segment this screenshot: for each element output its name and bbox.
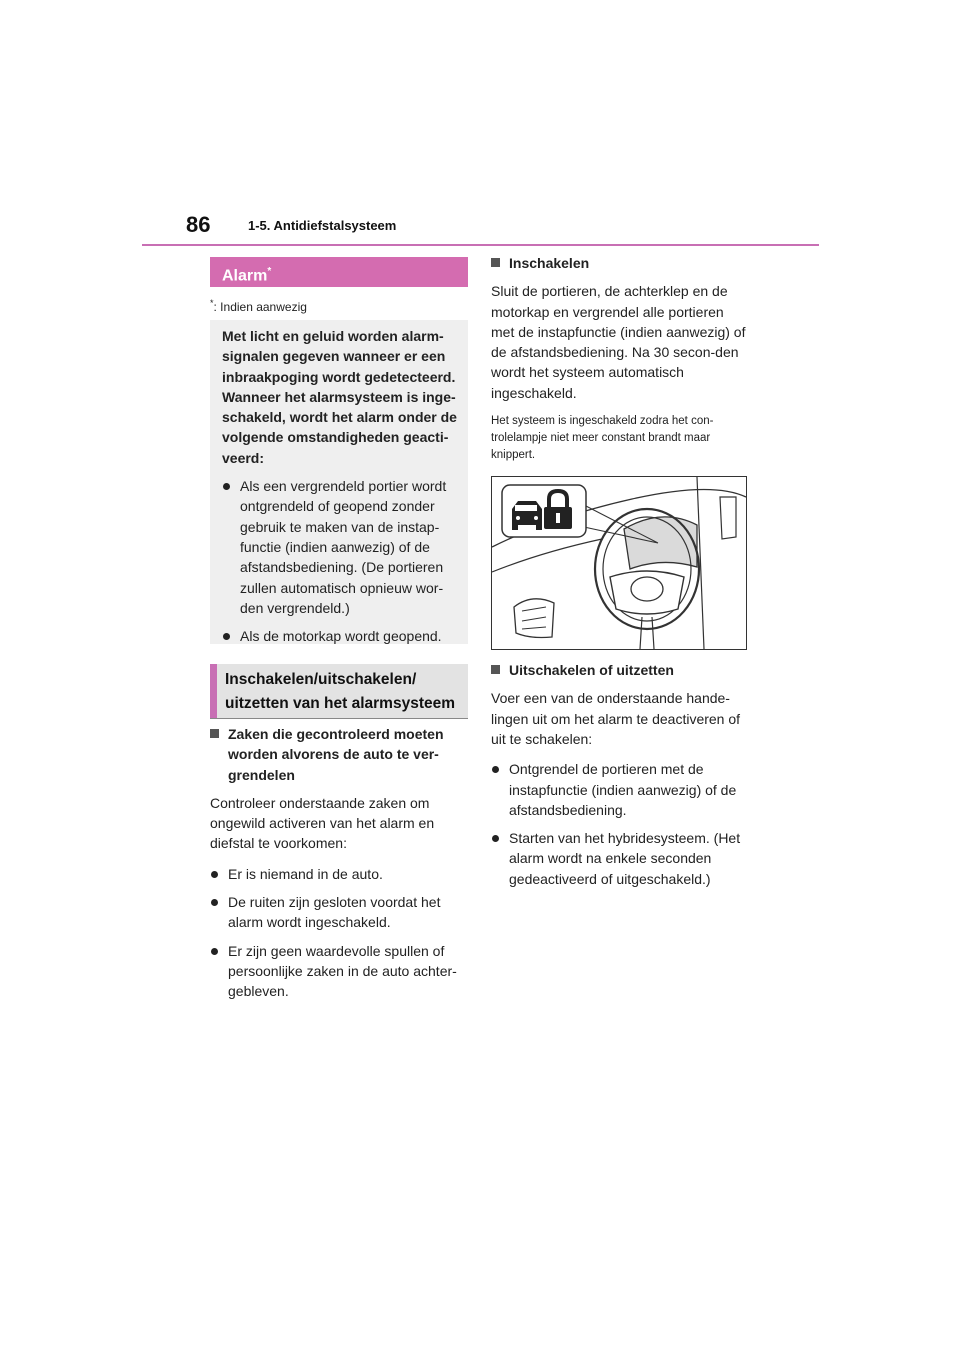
bullet-icon: [211, 899, 218, 906]
square-bullet-icon: [491, 665, 500, 674]
section-heading-rule: [210, 718, 468, 719]
checks-heading-text: Zaken die gecontroleerd moeten worden alvorens de auto te ver-grendelen: [228, 726, 444, 783]
checks-heading: [210, 724, 468, 785]
left-column: [210, 724, 468, 1010]
alarm-heading-text: Alarm: [222, 267, 268, 285]
list-item-text: Er is niemand in de auto.: [228, 865, 383, 882]
list-item-text: De ruiten zijn gesloten voordat het alarm wordt ingeschakeld.: [228, 894, 441, 931]
page-number: 86: [186, 212, 211, 237]
bullet-icon: [223, 633, 230, 640]
bullet-icon: [211, 948, 218, 955]
disarm-heading-text: Uitschakelen of uitzetten: [509, 662, 674, 679]
disarm-heading: [491, 660, 749, 680]
bullet-icon: [492, 766, 499, 773]
dashboard-security-indicator-illustration-icon: [492, 477, 746, 649]
bullet-icon: [223, 483, 230, 490]
alarm-heading: [210, 257, 468, 287]
arm-heading-text: Inschakelen: [509, 255, 590, 271]
list-item: [491, 759, 749, 820]
list-item: [210, 892, 468, 933]
list-item-text: Als een vergrendeld portier wordt ontgrendeld of geopend zonder gebruik te maken van de instap-functie (indien aanwezig) of de afstandsbediening. (De portieren zullen automatisch opnieuw wor-den vergrendeld.): [240, 478, 447, 616]
section-heading: Inschakelen/uitschakelen/ uitzetten van het alarmsysteem: [210, 664, 468, 718]
footnote: [210, 298, 307, 314]
right-column: [491, 253, 749, 897]
list-item: [210, 864, 468, 884]
list-item-text: Als de motorkap wordt geopend.: [240, 628, 442, 645]
square-bullet-icon: [491, 258, 500, 267]
section-title: 1-5. Antidiefstalsysteem: [248, 218, 397, 233]
dashboard-illustration: [491, 476, 747, 650]
list-item-text: Ontgrendel de portieren met de instapfunctie (indien aanwezig) of de afstandsbediening.: [509, 761, 737, 818]
footnote-mark: *: [210, 298, 214, 308]
bullet-icon: [492, 835, 499, 842]
bullet-icon: [211, 871, 218, 878]
list-item-text: Er zijn geen waardevolle spullen of persoonlijke zaken in de auto achter-gebleven.: [228, 942, 457, 1000]
list-item-text: Starten van het hybridesysteem. (Het alarm wordt na enkele seconden gedeactiveerd of uitgeschakeld.): [509, 830, 741, 887]
arm-text: Sluit de portieren, de achterklep en de motorkap en vergrendel alle portieren met de instapfunctie (indien aanwezig) of de afstandsbediening. Na 30 secon-den wordt het systeem automatisch ingeschakeld.: [491, 283, 746, 401]
arm-note: Het systeem is ingeschakeld zodra het con-trolelampje niet meer constant brandt maar knippert.: [491, 415, 714, 462]
arm-heading: [491, 253, 749, 273]
list-item: [222, 476, 458, 618]
alarm-heading-mark: *: [267, 266, 272, 277]
header-rule: [142, 244, 819, 246]
list-item: [210, 941, 468, 1002]
footnote-text: : Indien aanwezig: [213, 300, 307, 314]
alarm-info-box: [210, 320, 468, 644]
disarm-intro: Voer een van de onderstaande hande-lingen uit om het alarm te deactiveren of uit te schakelen:: [491, 690, 741, 747]
alarm-intro: Met licht en geluid worden alarm-signalen gegeven wanneer er een inbraakpoging wordt gedetecteerd. Wanneer het alarmsysteem is inge-schakeld, wordt het alarm onder de volgende omstandigheden geacti-veerd:: [222, 328, 457, 466]
checks-intro: Controleer onderstaande zaken om ongewild activeren van het alarm en diefstal te voorkomen:: [210, 794, 435, 852]
square-bullet-icon: [210, 729, 219, 738]
list-item: [491, 828, 749, 889]
list-item: [222, 626, 458, 646]
